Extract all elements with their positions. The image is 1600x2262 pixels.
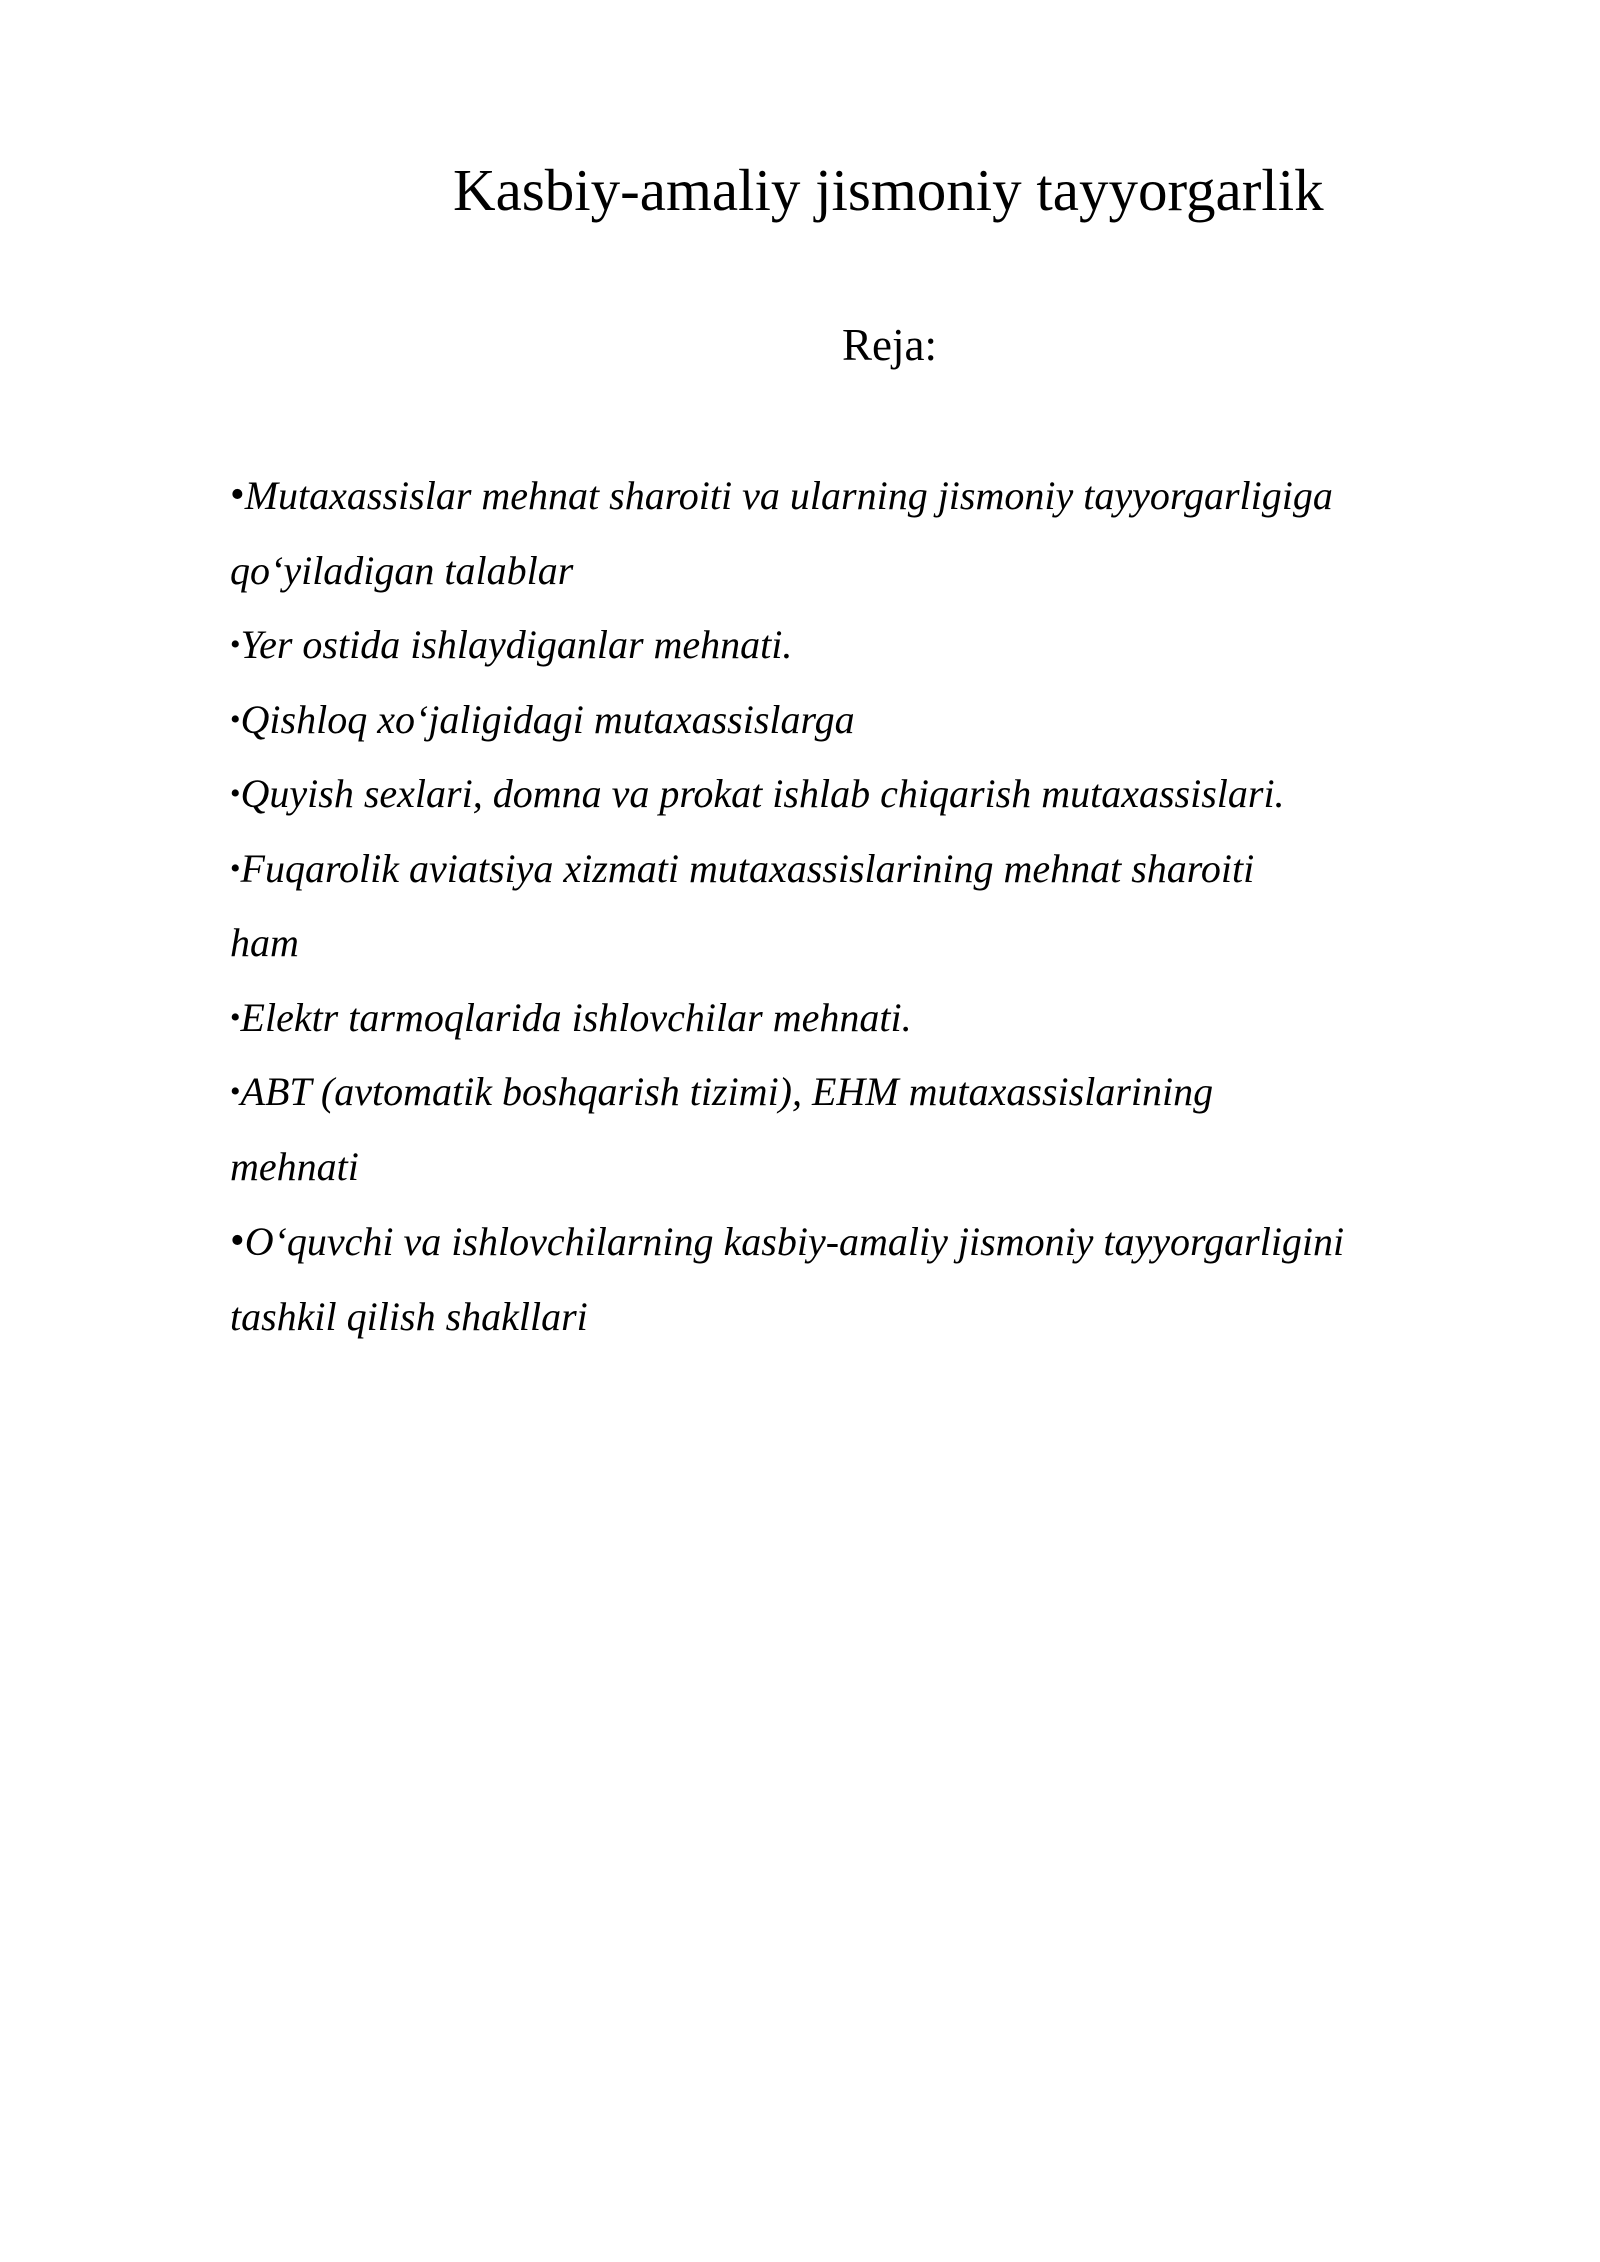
plan-item (230, 683, 1470, 758)
plan-item (230, 1204, 1470, 1354)
plan-item (230, 832, 1470, 981)
plan-item (230, 608, 1470, 683)
bullet-icon: • (230, 851, 241, 885)
plan-item-line: ABT (avtomatik boshqarish tizimi), EHM mutaxassislarining (240, 1069, 1214, 1114)
bullet-icon: • (230, 777, 241, 810)
plan-item-line: Fuqarolik aviatsiya xizmati mutaxassislarining mehnat sharoiti (240, 845, 1255, 891)
plan-item-line: Quyish sexlari, domna va prokat ishlab chiqarish mutaxassislari. (240, 771, 1285, 816)
document-title: Kasbiy-amaliy jismoniy tayyorgarlik (453, 157, 1324, 223)
plan-item-line: Mutaxassislar mehnat sharoiti va ularning jismoniy tayyorgarligiga (244, 473, 1333, 518)
plan-item (230, 757, 1470, 832)
plan-item-line: Elektr tarmoqlarida ishlovchilar mehnati. (240, 994, 912, 1040)
plan-item-line: qo‘yiladigan talablar (230, 547, 574, 593)
plan-item-line: tashkil qilish shakllari (230, 1293, 588, 1339)
bullet-icon: • (230, 628, 241, 661)
plan-item-line: mehnati (230, 1143, 359, 1189)
bullet-icon: • (230, 702, 241, 736)
plan-list (230, 458, 1470, 1354)
plan-item-line: O‘quvchi va ishlovchilarning kasbiy-amaliy jismoniy tayyorgarligini (244, 1219, 1345, 1264)
bullet-icon: • (230, 1218, 245, 1264)
plan-item-line: ham (230, 920, 299, 965)
plan-heading: Reja: (842, 320, 937, 370)
bullet-icon: • (230, 1075, 241, 1108)
bullet-icon: • (230, 472, 245, 518)
plan-item-line: Qishloq xo‘jaligidagi mutaxassislarga (240, 696, 855, 742)
plan-item (230, 458, 1470, 608)
plan-item-line: Yer ostida ishlaydiganlar mehnati. (240, 622, 793, 667)
bullet-icon: • (230, 1000, 241, 1034)
plan-item (230, 1055, 1470, 1204)
plan-item (230, 981, 1470, 1056)
